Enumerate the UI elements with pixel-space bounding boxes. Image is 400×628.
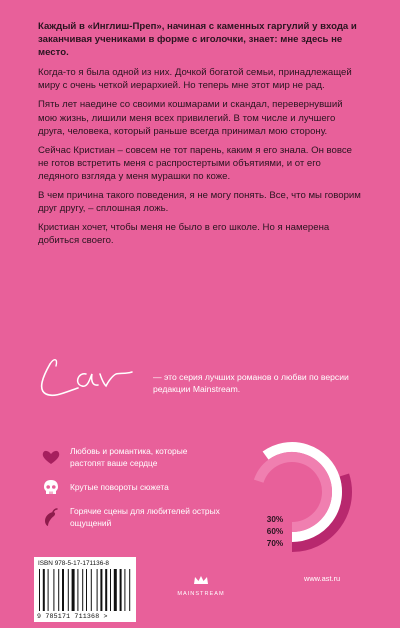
heart-icon: [40, 446, 62, 468]
donut-chart: [217, 430, 367, 555]
crown-icon: [193, 575, 209, 585]
series-description: — это серия лучших романов о любви по версии редакции Mainstream.: [153, 372, 349, 394]
blurb-paragraph: Пять лет наедине со своими кошмарами и скандал, перевернувший мою жизнь, лишили меня всех привилегий. В том числе и лучшего друга, человека, который раньше всегда принимал мою сторону.: [38, 99, 343, 137]
lav-logo: [36, 344, 146, 404]
blurb-paragraph: Когда-то я была одной из них. Дочкой богатой семьи, принадлежащей миру с очень четкой иерархией. Но теперь мне этот мир не рад.: [38, 67, 352, 92]
blurb-lead: Каждый в «Инглиш-Преп», начиная с каменных гаргулий у входа и заканчивая учениками в форме с иголочки, знает: мне здесь не место.: [38, 21, 357, 59]
isbn-text: ISBN 978-5-17-171136-8: [38, 560, 109, 567]
publisher-logo: [175, 572, 227, 597]
feature-text: Горячие сцены для любителей острых ощущений: [70, 506, 220, 528]
feature-plot-twists: [40, 477, 220, 499]
ring-label-30: 30%: [266, 515, 284, 524]
website-link[interactable]: www.ast.ru: [304, 574, 341, 583]
feature-text: Крутые повороты сюжета: [70, 482, 169, 492]
ring-label-60: 60%: [266, 527, 284, 536]
blurb-paragraph: В чем причина такого поведения, я не могу понять. Все, что мы говорим друг другу, – сплошная ложь.: [38, 190, 361, 215]
publisher-name: MAINSTREAM: [177, 591, 225, 597]
feature-love: [40, 446, 220, 469]
back-cover-blurb: [38, 20, 364, 253]
barcode-box: [34, 557, 136, 622]
feature-text: Любовь и романтика, которые растопят ваше сердце: [70, 446, 188, 468]
blurb-paragraph: Сейчас Кристиан – совсем не тот парень, каким я его знала. Он вовсе не готов встретить меня с распростертыми объятиями, и от его ледяного взгляда у меня мурашки по коже.: [38, 144, 352, 182]
skull-icon: [40, 477, 62, 499]
blurb-paragraph: Кристиан хочет, чтобы меня не было в его школе. Но я намерена добиться своего.: [38, 222, 330, 247]
series-block: [36, 344, 376, 404]
chili-pepper-icon: [40, 506, 62, 528]
barcode-number: 9 785171 711368 >: [37, 613, 108, 620]
ring-label-70: 70%: [266, 539, 284, 548]
feature-hot-scenes: [40, 506, 220, 529]
